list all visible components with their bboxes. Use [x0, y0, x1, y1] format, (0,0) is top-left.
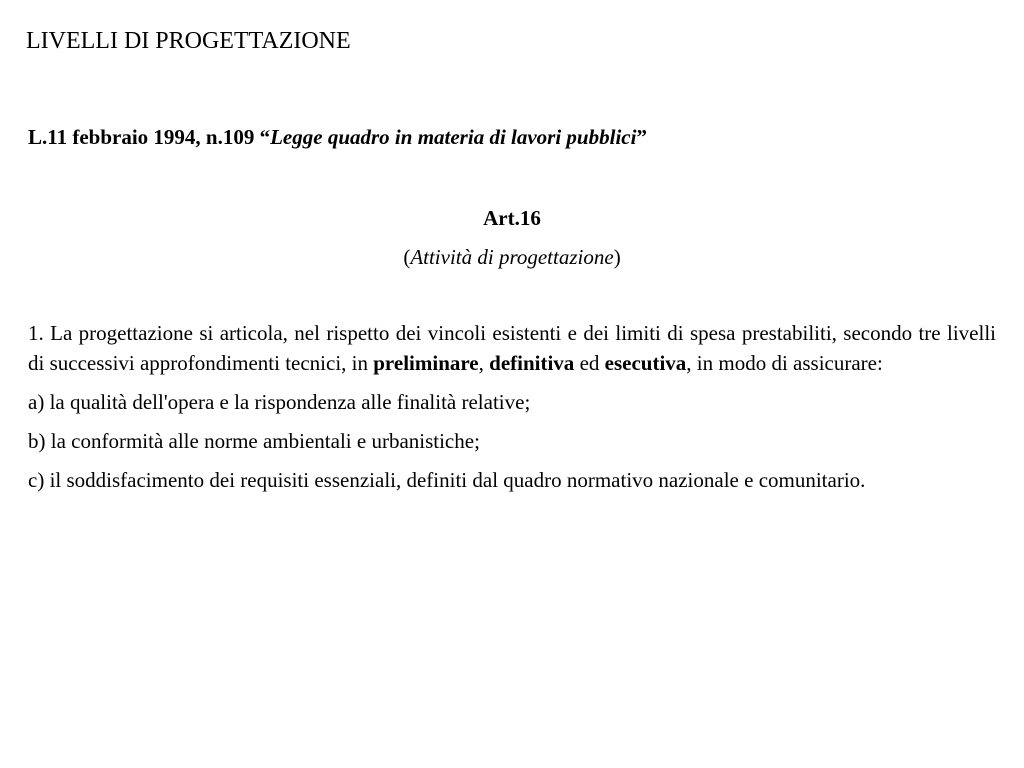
level-definitive: definitiva — [489, 351, 575, 375]
article-subtitle-text: Attività di progettazione — [410, 245, 614, 269]
paragraph-1-sep-2: ed — [574, 351, 605, 375]
paragraph-1-sep-1: , — [478, 351, 490, 375]
list-item-a: a) la qualità dell'opera e la rispondenza alle finalità relative; — [28, 390, 531, 414]
article-subtitle — [28, 242, 996, 272]
law-name: Legge quadro in materia di lavori pubblici — [270, 125, 637, 149]
law-close-quote: ” — [636, 125, 647, 149]
level-executive: esecutiva — [604, 351, 687, 375]
slide-title: LIVELLI DI PROGETTAZIONE — [26, 28, 351, 54]
paragraph-1-outro: , in modo di assicurare: — [686, 351, 883, 375]
article-heading — [28, 203, 996, 272]
article-body — [28, 318, 996, 504]
paragraph-1 — [28, 318, 996, 378]
article-open-paren: ( — [403, 245, 411, 269]
list-item-c: c) il soddisfacimento dei requisiti essenziali, definiti dal quadro normativo nazionale e comunitario. — [28, 468, 866, 492]
law-open-quote: “ — [259, 125, 271, 149]
article-close-paren: ) — [613, 245, 621, 269]
list-item-b: b) la conformità alle norme ambientali e urbanistiche; — [28, 429, 480, 453]
article-number: Art.16 — [483, 206, 541, 230]
law-reference-number: L.11 febbraio 1994, n.109 — [28, 125, 260, 149]
level-preliminary: preliminare — [373, 351, 479, 375]
law-reference — [28, 123, 647, 151]
paragraph-1-intro: 1. La progettazione si articola, nel rispetto dei vincoli esistenti e dei limiti di spesa prestabiliti, secondo tre livelli di successivi approfondimenti tecnici, in — [28, 321, 996, 375]
